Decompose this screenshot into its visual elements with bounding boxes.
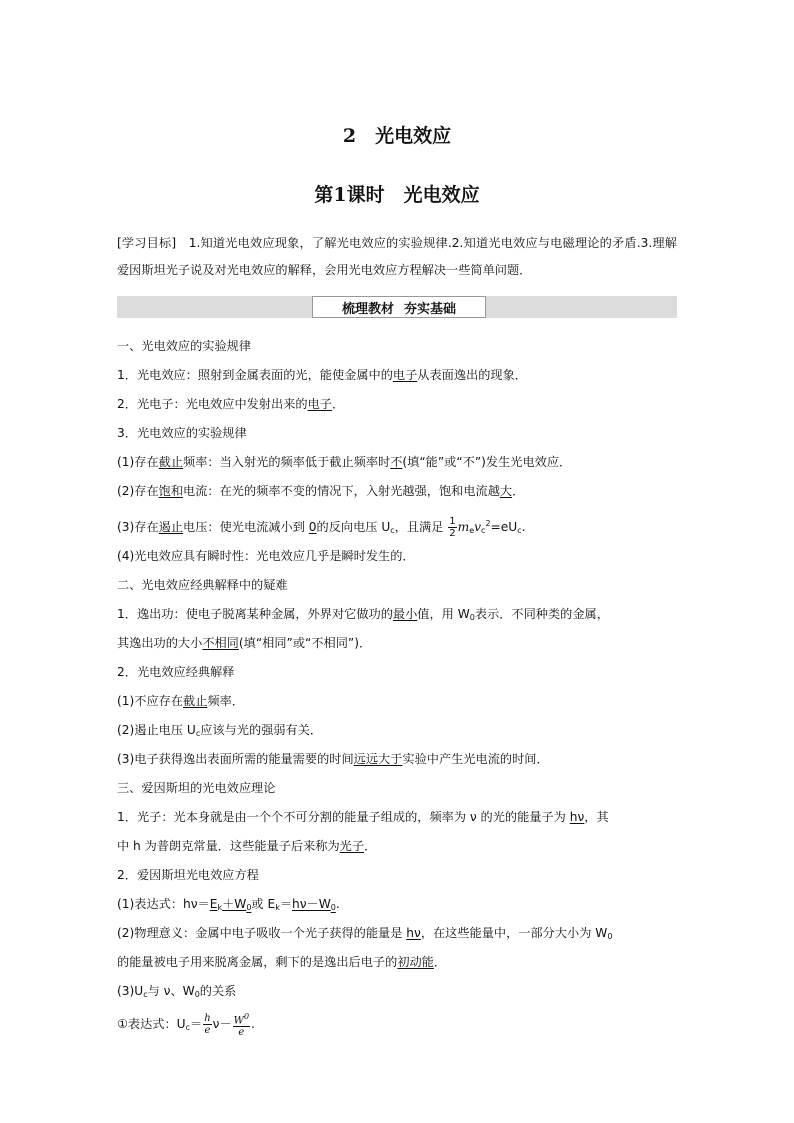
fill-answer: E [209, 897, 218, 911]
fraction-w0-over-e: $\frac{W^0}{e}$ [233, 1011, 250, 1039]
fill-answer: 电子 [392, 368, 418, 382]
paragraph: ①表达式：$U_c=$ $\frac{h}{e}$ ν－ $\frac{W^0}{e}$ . [117, 1011, 255, 1039]
paragraph: 1．光电效应：照射到金属表面的光，能使金属中的电子从表面逸出的现象． [117, 368, 527, 382]
banner-right-label: 夯实基础 [404, 301, 457, 317]
paragraph: (2)存在饱和电流：在光的频率不变的情况下，入射光越强，饱和电流越大． [117, 484, 525, 498]
section-heading-3: 三、爱因斯坦的光电效应理论 [117, 781, 276, 795]
fill-answer: hν－W [292, 897, 331, 911]
section-banner [117, 296, 677, 318]
paragraph: 1．逸出功：使电子脱离某种金属，外界对它做功的最小值，用 $W_0$表示．不同种类的金属， [117, 607, 609, 622]
paragraph: (4)光电效应具有瞬时性：光电效应几乎是瞬时发生的． [117, 549, 415, 563]
section-heading-1: 一、光电效应的实验规律 [117, 339, 252, 353]
content-body [117, 332, 677, 1042]
section-heading-2: 二、光电效应经典解释中的疑难 [117, 578, 288, 592]
paragraph: (3)存在遏止电压：使光电流减小到 0的反向电压 $U_c$，且满足 $\frac{1}{2}$ $m_ev_c^2=eU_c$. [117, 516, 526, 540]
paragraph: (2)遏止电压 $U_c$应该与光的强弱有关． [117, 723, 323, 738]
learning-objectives: [学习目标] 1.知道光电效应现象，了解光电效应的实验规律.2.知道光电效应与电磁理论的矛盾.3.理解爱因斯坦光子说及对光电效应的解释，会用光电效应方程解决一些简单问题． [117, 236, 677, 277]
fill-answer: 最小 [392, 607, 418, 621]
paragraph: 其逸出功的大小不相同(填“相同”或“不相同”)． [117, 636, 372, 650]
paragraph: (1)不应存在截止频率． [117, 694, 244, 708]
fill-answer: hν [569, 810, 585, 824]
paragraph: $(3)U_c$与 ν、$W_0$的关系 [117, 984, 237, 999]
fill-answer: 初动能 [397, 955, 434, 969]
fill-answer: 遏止 [158, 520, 184, 535]
fill-answer: 0 [308, 520, 317, 535]
paragraph: (3)电子获得逸出表面所需的能量需要的时间远远大于实验中产生光电流的时间． [117, 752, 549, 766]
fill-answer: 远远大于 [353, 752, 403, 766]
fill-answer: 饱和 [158, 484, 184, 498]
paragraph: (1)表达式：$h\nu=E_k+W_0$或 $E_k=h\nu-W_0$. [117, 897, 340, 912]
fill-answer: hν [406, 926, 421, 940]
paragraph: 2．爱因斯坦光电效应方程 [117, 868, 259, 882]
fraction-half: $\frac{1}{2}$ [449, 516, 456, 540]
paragraph: 2．光电效应经典解释 [117, 665, 235, 679]
fill-answer: 截止 [158, 455, 184, 469]
fraction-h-over-e: $\frac{h}{e}$ [204, 1013, 211, 1036]
banner-left-label: 梳理教材 [341, 301, 394, 317]
fill-answer: 截止 [183, 694, 208, 708]
lesson-title: 第1课时 光电效应 [314, 184, 480, 206]
fill-answer: 大 [499, 484, 513, 498]
paragraph: 中 h 为普朗克常量．这些能量子后来称为光子． [117, 839, 377, 853]
fill-answer: 电子 [307, 397, 332, 411]
paragraph: 2．光电子：光电效应中发射出来的电子． [117, 397, 345, 411]
paragraph: (2)物理意义：金属中电子吸收一个光子获得的能量是 hν，在这些能量中，一部分大小为 $W_0$ [117, 926, 613, 941]
paragraph: 1．光子：光本身就是由一个个不可分割的能量子组成的，频率为 ν 的光的能量子为 hν，其 [117, 810, 609, 824]
fill-answer: 不 [390, 455, 403, 469]
paragraph: (1)存在截止频率：当入射光的频率低于截止频率时不(填“能”或“不”)发生光电效应． [117, 455, 572, 469]
paragraph: 3．光电效应的实验规律 [117, 426, 247, 440]
paragraph: 的能量被电子用来脱离金属，剩下的是逸出后电子的初动能． [117, 955, 447, 969]
fill-answer: 光子 [339, 839, 365, 853]
fill-answer: 不相同 [202, 636, 239, 650]
banner-box [312, 296, 486, 318]
chapter-title: 2 光电效应 [342, 125, 452, 147]
